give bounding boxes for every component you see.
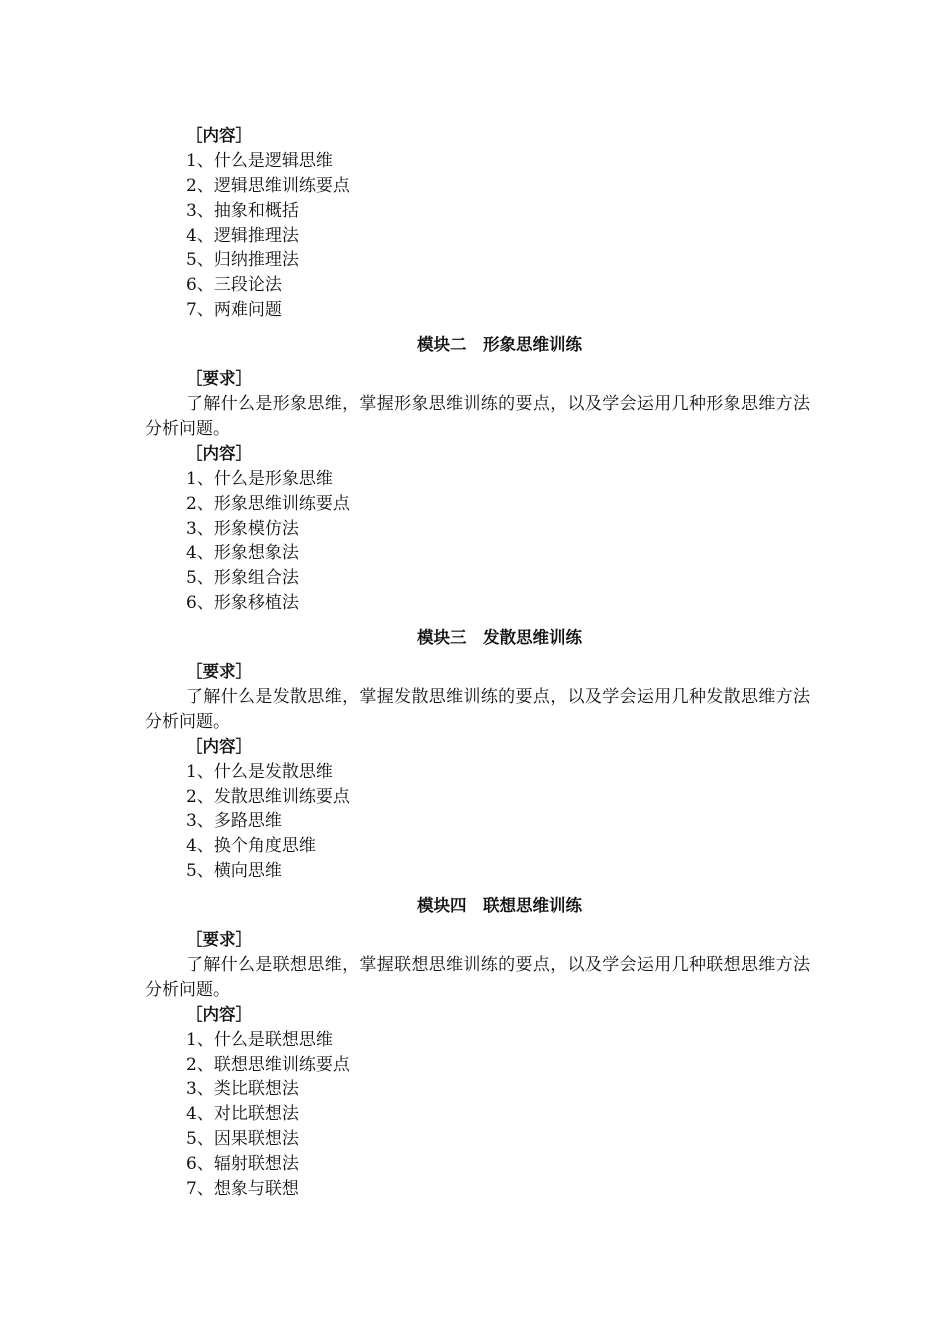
module-four [145,894,810,1202]
contents-label: ［内容］ [186,736,252,756]
module-heading: 模块四 联想思维训练 [417,896,582,916]
module-heading: 模块二 形象思维训练 [417,335,582,355]
list-item: 7、想象与联想 [186,1179,299,1200]
requirement-label: ［要求］ [186,662,252,682]
list-item: 3、形象模仿法 [186,518,299,539]
list-item: 4、形象想象法 [186,543,299,564]
list-item: 1、什么是形象思维 [186,468,333,489]
list-item: 2、形象思维训练要点 [186,493,350,514]
module-heading: 模块三 发散思维训练 [417,628,582,648]
list-item: 6、辐射联想法 [186,1154,299,1175]
list-item: 3、多路思维 [186,811,282,832]
list-item: 1、什么是发散思维 [186,761,333,782]
list-item: 5、横向思维 [186,861,282,882]
document-body [145,124,810,1202]
list-item: 1、什么是联想思维 [186,1029,333,1050]
list-item: 3、抽象和概括 [186,200,299,221]
module-one-contents [145,124,810,323]
list-item: 1、什么是逻辑思维 [186,150,333,171]
list-item: 6、三段论法 [186,275,282,296]
list-item: 5、归纳推理法 [186,250,299,271]
list-item: 3、类比联想法 [186,1079,299,1100]
requirement-text: 了解什么是形象思维，掌握形象思维训练的要点，以及学会运用几种形象思维方法分析问题。 [145,394,810,439]
requirement-text: 了解什么是联想思维，掌握联想思维训练的要点，以及学会运用几种联想思维方法分析问题。 [145,955,810,1000]
list-item: 4、逻辑推理法 [186,225,299,246]
contents-label: ［内容］ [186,126,252,145]
list-item: 2、发散思维训练要点 [186,786,350,807]
list-item: 7、两难问题 [186,300,282,321]
module-two [145,333,810,616]
list-item: 4、对比联想法 [186,1104,299,1125]
list-item: 6、形象移植法 [186,593,299,614]
list-item: 2、逻辑思维训练要点 [186,175,350,196]
module-three [145,626,810,884]
requirement-text: 了解什么是发散思维，掌握发散思维训练的要点，以及学会运用几种发散思维方法分析问题。 [145,686,810,732]
list-item: 5、因果联想法 [186,1129,299,1150]
list-item: 4、换个角度思维 [186,836,316,857]
contents-label: ［内容］ [186,1004,252,1024]
list-item: 2、联想思维训练要点 [186,1054,350,1075]
contents-label: ［内容］ [186,443,252,463]
requirement-label: ［要求］ [186,369,252,389]
requirement-label: ［要求］ [186,930,252,950]
list-item: 5、形象组合法 [186,568,299,589]
